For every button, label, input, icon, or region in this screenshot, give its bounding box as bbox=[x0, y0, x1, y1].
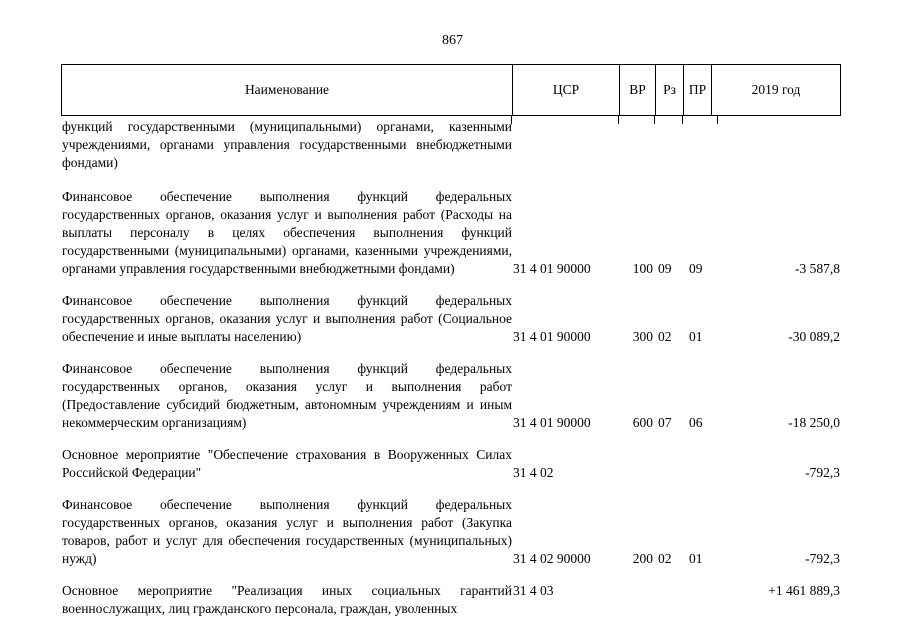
header-csr: ЦСР bbox=[512, 65, 619, 115]
row-amount: +1 461 889,3 bbox=[768, 583, 840, 598]
header-rz: Рз bbox=[655, 65, 683, 115]
row-pr: 09 bbox=[689, 261, 703, 276]
table-row bbox=[62, 496, 842, 568]
table-row bbox=[62, 360, 842, 432]
header-year: 2019 год bbox=[711, 65, 840, 115]
row-pr: 06 bbox=[689, 415, 703, 430]
table-header bbox=[61, 64, 841, 116]
row-name: функций государственными (муниципальными) органами, казенными учреждениями, органами управления государственными внебюджетными фондами) bbox=[62, 119, 512, 170]
row-name: Финансовое обеспечение выполнения функций федеральных государственных органов, оказания услуг и выполнения работ (Предоставление субсидий бюджетным, автономным учреждениям и иным некоммерческим организациям) bbox=[62, 361, 512, 430]
row-csr: 31 4 02 90000 bbox=[513, 551, 591, 566]
row-amount: -792,3 bbox=[805, 551, 840, 566]
row-name: Основное мероприятие "Реализация иных социальных гарантий военнослужащих, лиц гражданского персонала, граждан, уволенных bbox=[62, 583, 512, 616]
row-amount: -3 587,8 bbox=[795, 261, 840, 276]
row-name: Финансовое обеспечение выполнения функций федеральных государственных органов, оказания услуг и выполнения работ (Расходы на выплаты персоналу в целях обеспечения выполнения функций государственными (муниципальными) органами, казенными учреждениями, органами управления государственными внебюджетными фондами) bbox=[62, 189, 512, 276]
table-row bbox=[62, 582, 842, 618]
header-vr: ВР bbox=[619, 65, 655, 115]
row-name: Финансовое обеспечение выполнения функций федеральных государственных органов, оказания услуг и выполнения работ (Закупка товаров, работ и услуг для обеспечения государственных (муниципальных) нужд) bbox=[62, 497, 512, 566]
row-amount: -30 089,2 bbox=[788, 329, 840, 344]
row-name: Финансовое обеспечение выполнения функций федеральных государственных органов, оказания услуг и выполнения работ (Социальное обеспечение и иные выплаты населению) bbox=[62, 293, 512, 344]
table-row bbox=[62, 446, 842, 482]
row-csr: 31 4 01 90000 bbox=[513, 261, 591, 276]
row-rz: 02 bbox=[658, 329, 672, 344]
header-name: Наименование bbox=[244, 82, 330, 97]
row-amount: -792,3 bbox=[805, 465, 840, 480]
row-vr: 100 bbox=[632, 261, 653, 276]
table-row bbox=[62, 292, 842, 346]
table-body bbox=[62, 118, 842, 618]
row-vr: 200 bbox=[632, 551, 653, 566]
row-vr: 300 bbox=[632, 329, 653, 344]
page-number: 867 bbox=[442, 33, 463, 48]
row-vr: 600 bbox=[632, 415, 653, 430]
row-name: Основное мероприятие "Обеспечение страхования в Вооруженных Силах Российской Федерации" bbox=[62, 447, 512, 480]
header-pr: ПР bbox=[683, 65, 711, 115]
row-rz: 02 bbox=[658, 551, 672, 566]
table-row bbox=[62, 118, 842, 172]
row-csr: 31 4 02 bbox=[513, 465, 554, 480]
row-pr: 01 bbox=[689, 329, 703, 344]
row-rz: 09 bbox=[658, 261, 672, 276]
row-amount: -18 250,0 bbox=[788, 415, 840, 430]
table-row bbox=[62, 188, 842, 278]
row-csr: 31 4 01 90000 bbox=[513, 329, 591, 344]
row-csr: 31 4 01 90000 bbox=[513, 415, 591, 430]
row-pr: 01 bbox=[689, 551, 703, 566]
row-csr: 31 4 03 bbox=[513, 583, 554, 598]
row-rz: 07 bbox=[658, 415, 672, 430]
